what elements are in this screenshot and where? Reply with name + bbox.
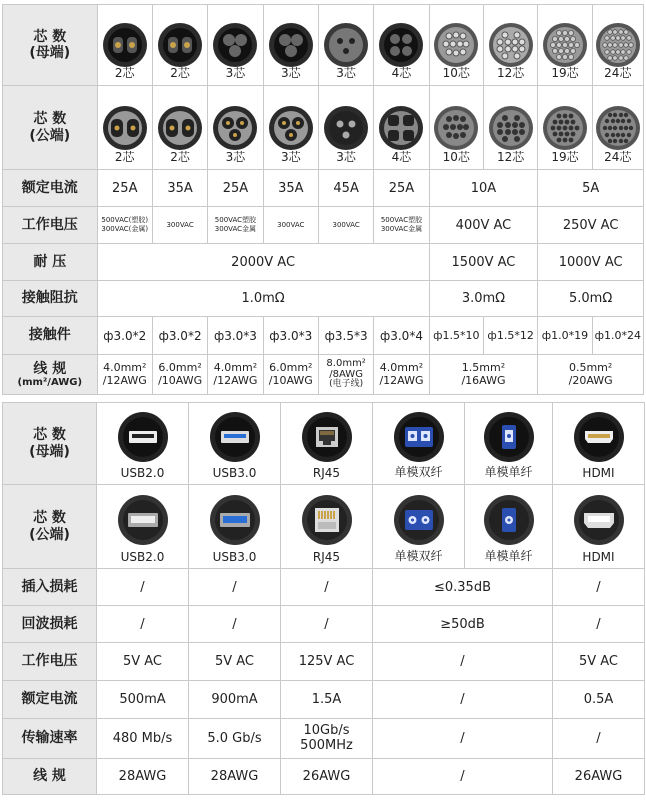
pin-label: 10芯 — [442, 150, 470, 164]
usb3-female-icon — [209, 411, 261, 463]
value-cell: 5.0mΩ — [538, 281, 644, 317]
value-cell: 500VAC(塑胶) 300VAC(金属) — [97, 207, 152, 244]
value-cell: 250V AC — [538, 207, 644, 244]
value-cell: / — [189, 606, 281, 643]
value-cell: 5A — [538, 170, 644, 207]
row-header-female: 芯 数 (母端) — [3, 5, 98, 86]
row-header: 接触阻抗 — [3, 281, 98, 317]
value-cell: 4.0mm² /12AWG — [97, 355, 152, 395]
value-cell: ф1.5*10 — [429, 317, 483, 355]
value-cell: 300VAC — [263, 207, 318, 244]
connector-label: USB2.0 — [120, 466, 165, 480]
pin-label: 10芯 — [442, 66, 470, 80]
connector-label: HDMI — [582, 466, 615, 480]
value-cell: ф1.0*19 — [538, 317, 592, 355]
contact-resistance-row — [3, 281, 644, 317]
value-cell: / — [373, 759, 553, 795]
3pin-male-icon — [323, 105, 369, 151]
value-cell: 500VAC塑胶 300VAC金属 — [208, 207, 263, 244]
duplex-fiber-male-icon — [393, 494, 445, 546]
value-cell: / — [281, 569, 373, 606]
wire-gauge-row — [3, 355, 644, 395]
value-cell: 1000V AC — [538, 244, 644, 281]
4pin-female-icon — [378, 22, 424, 68]
value-cell: 25A — [208, 170, 263, 207]
pin-label: 12芯 — [496, 150, 525, 164]
connector-label: USB3.0 — [212, 466, 257, 480]
row-header: 耐 压 — [3, 244, 98, 281]
pin-label: 2芯 — [170, 66, 190, 80]
row-header: 回波损耗 — [3, 606, 97, 643]
row-header-female: 芯 数 (母端) — [3, 403, 97, 485]
pin-label: 3芯 — [280, 150, 301, 164]
value-cell: 1.0mΩ — [97, 281, 429, 317]
transfer-rate-row — [3, 719, 645, 759]
value-cell: ≥50dB — [373, 606, 553, 643]
pin-label: 24芯 — [604, 66, 632, 80]
value-cell: 2000V AC — [97, 244, 429, 281]
value-cell: 900mA — [189, 681, 281, 719]
insertion-loss-row — [3, 569, 645, 606]
pin-label: 24芯 — [604, 150, 632, 164]
value-cell: 400V AC — [429, 207, 538, 244]
value-cell: 28AWG — [97, 759, 189, 795]
row-header-male: 芯 数 (公端) — [3, 485, 97, 569]
value-cell: 45A — [318, 170, 373, 207]
contacts-row — [3, 317, 644, 355]
value-cell: ф3.0*3 — [263, 317, 318, 355]
value-cell: / — [553, 719, 645, 759]
value-cell: 125V AC — [281, 643, 373, 681]
value-cell: / — [97, 569, 189, 606]
pin-label: 19芯 — [551, 66, 579, 80]
value-cell: 5V AC — [553, 643, 645, 681]
3pin-male-icon — [212, 105, 258, 151]
pin-label: 4芯 — [391, 66, 412, 80]
value-cell: ф3.0*4 — [374, 317, 429, 355]
value-cell: / — [553, 569, 645, 606]
value-cell: 35A — [152, 170, 207, 207]
19pin-male-icon — [542, 105, 588, 151]
pin-label: 2芯 — [114, 150, 135, 164]
3pin-female-icon — [268, 22, 314, 68]
value-cell: 480 Mb/s — [97, 719, 189, 759]
2pin-female-icon — [102, 22, 148, 68]
2pin-female-icon — [157, 22, 203, 68]
value-cell: ф3.0*2 — [152, 317, 207, 355]
pin-label: 3芯 — [225, 66, 246, 80]
12pin-female-icon — [488, 22, 534, 68]
simplex-fiber-female-icon — [483, 411, 535, 463]
value-cell: / — [97, 606, 189, 643]
pin-label: 12芯 — [496, 66, 525, 80]
rj45-female-icon — [301, 411, 353, 463]
row-header: 线 规 — [3, 759, 97, 795]
3pin-female-icon — [323, 22, 369, 68]
value-cell: 1500V AC — [429, 244, 538, 281]
2pin-male-icon — [102, 105, 148, 151]
pin-label: 3芯 — [280, 66, 301, 80]
pin-label: 3芯 — [336, 150, 356, 164]
usb3-male-icon — [209, 494, 261, 546]
connector-label: USB3.0 — [212, 550, 257, 564]
hdmi-male-icon — [573, 494, 625, 546]
value-cell: 0.5mm² /20AWG — [538, 355, 644, 395]
row-header: 工作电压 — [3, 643, 97, 681]
value-cell: 0.5A — [553, 681, 645, 719]
value-cell: ф3.0*2 — [97, 317, 152, 355]
pin-label: 19芯 — [551, 150, 579, 164]
value-cell: ф3.5*3 — [318, 317, 373, 355]
simplex-fiber-male-icon — [483, 494, 535, 546]
value-cell: 500mA — [97, 681, 189, 719]
3pin-female-icon — [212, 22, 258, 68]
connector-label: RJ45 — [312, 466, 341, 480]
row-header-male: 芯 数 (公端) — [3, 86, 98, 170]
pin-label: 4芯 — [391, 150, 412, 164]
usb2-male-icon — [117, 494, 169, 546]
value-cell: 5V AC — [189, 643, 281, 681]
value-cell: / — [373, 681, 553, 719]
rj45-male-icon — [301, 494, 353, 546]
value-cell: 1.5mm² /16AWG — [429, 355, 538, 395]
value-cell: 300VAC — [152, 207, 207, 244]
row-header: 线 规 (mm²/AWG) — [3, 355, 98, 395]
female-pin-row — [3, 5, 644, 86]
working-voltage-row — [3, 643, 645, 681]
value-cell: 1.5A — [281, 681, 373, 719]
hdmi-female-icon — [573, 411, 625, 463]
value-cell: ≤0.35dB — [373, 569, 553, 606]
row-header: 工作电压 — [3, 207, 98, 244]
row-header: 传输速率 — [3, 719, 97, 759]
pin-label: 2芯 — [114, 66, 135, 80]
value-cell: 26AWG — [553, 759, 645, 795]
19pin-female-icon — [542, 22, 588, 68]
value-cell: 10A — [429, 170, 538, 207]
return-loss-row — [3, 606, 645, 643]
male-pin-row — [3, 86, 644, 170]
value-cell: ф1.5*12 — [483, 317, 537, 355]
value-cell: 8.0mm² /8AWG (电子线) — [318, 355, 373, 395]
interface-connector-spec-table — [2, 402, 645, 795]
value-cell: 4.0mm² /12AWG — [208, 355, 263, 395]
row-header: 插入损耗 — [3, 569, 97, 606]
working-voltage-row — [3, 207, 644, 244]
value-cell: 5V AC — [97, 643, 189, 681]
value-cell: 500VAC塑胶 300VAC金属 — [374, 207, 429, 244]
value-cell: 6.0mm² /10AWG — [152, 355, 207, 395]
connector-label: RJ45 — [312, 550, 341, 564]
usb2-female-icon — [117, 411, 169, 463]
connector-label: USB2.0 — [120, 550, 165, 564]
value-cell: ф3.0*3 — [208, 317, 263, 355]
value-cell: / — [189, 569, 281, 606]
rated-current-row — [3, 170, 644, 207]
12pin-male-icon — [488, 105, 534, 151]
connector-label: 单模双纤 — [394, 549, 443, 563]
duplex-fiber-female-icon — [393, 411, 445, 463]
withstand-voltage-row — [3, 244, 644, 281]
pin-label: 2芯 — [170, 150, 190, 164]
wire-gauge-row — [3, 759, 645, 795]
row-header: 额定电流 — [3, 170, 98, 207]
2pin-male-icon — [157, 105, 203, 151]
connector-label: HDMI — [582, 550, 615, 564]
value-cell: 10Gb/s 500MHz — [281, 719, 373, 759]
10pin-male-icon — [433, 105, 479, 151]
value-cell: / — [373, 643, 553, 681]
value-cell: 26AWG — [281, 759, 373, 795]
pin-label: 3芯 — [225, 150, 246, 164]
row-header: 接触件 — [3, 317, 98, 355]
10pin-female-icon — [433, 22, 479, 68]
value-cell: 35A — [263, 170, 318, 207]
rated-current-row — [3, 681, 645, 719]
24pin-male-icon — [595, 105, 641, 151]
3pin-male-icon — [268, 105, 314, 151]
value-cell: / — [281, 606, 373, 643]
4pin-male-icon — [378, 105, 424, 151]
row-header: 额定电流 — [3, 681, 97, 719]
value-cell: / — [553, 606, 645, 643]
connector-label: 单模双纤 — [394, 465, 443, 479]
value-cell: 28AWG — [189, 759, 281, 795]
pin-label: 3芯 — [336, 66, 356, 80]
male-interface-row — [3, 485, 645, 569]
value-cell: 300VAC — [318, 207, 373, 244]
24pin-female-icon — [595, 22, 641, 68]
value-cell: 25A — [97, 170, 152, 207]
value-cell: 25A — [374, 170, 429, 207]
value-cell: 5.0 Gb/s — [189, 719, 281, 759]
connector-label: 单模单纤 — [484, 465, 533, 479]
circular-connector-spec-table — [2, 4, 644, 395]
value-cell: ф1.0*24 — [592, 317, 643, 355]
connector-label: 单模单纤 — [484, 549, 533, 563]
value-cell: 3.0mΩ — [429, 281, 538, 317]
value-cell: / — [373, 719, 553, 759]
female-interface-row — [3, 403, 645, 485]
value-cell: 6.0mm² /10AWG — [263, 355, 318, 395]
value-cell: 4.0mm² /12AWG — [374, 355, 429, 395]
